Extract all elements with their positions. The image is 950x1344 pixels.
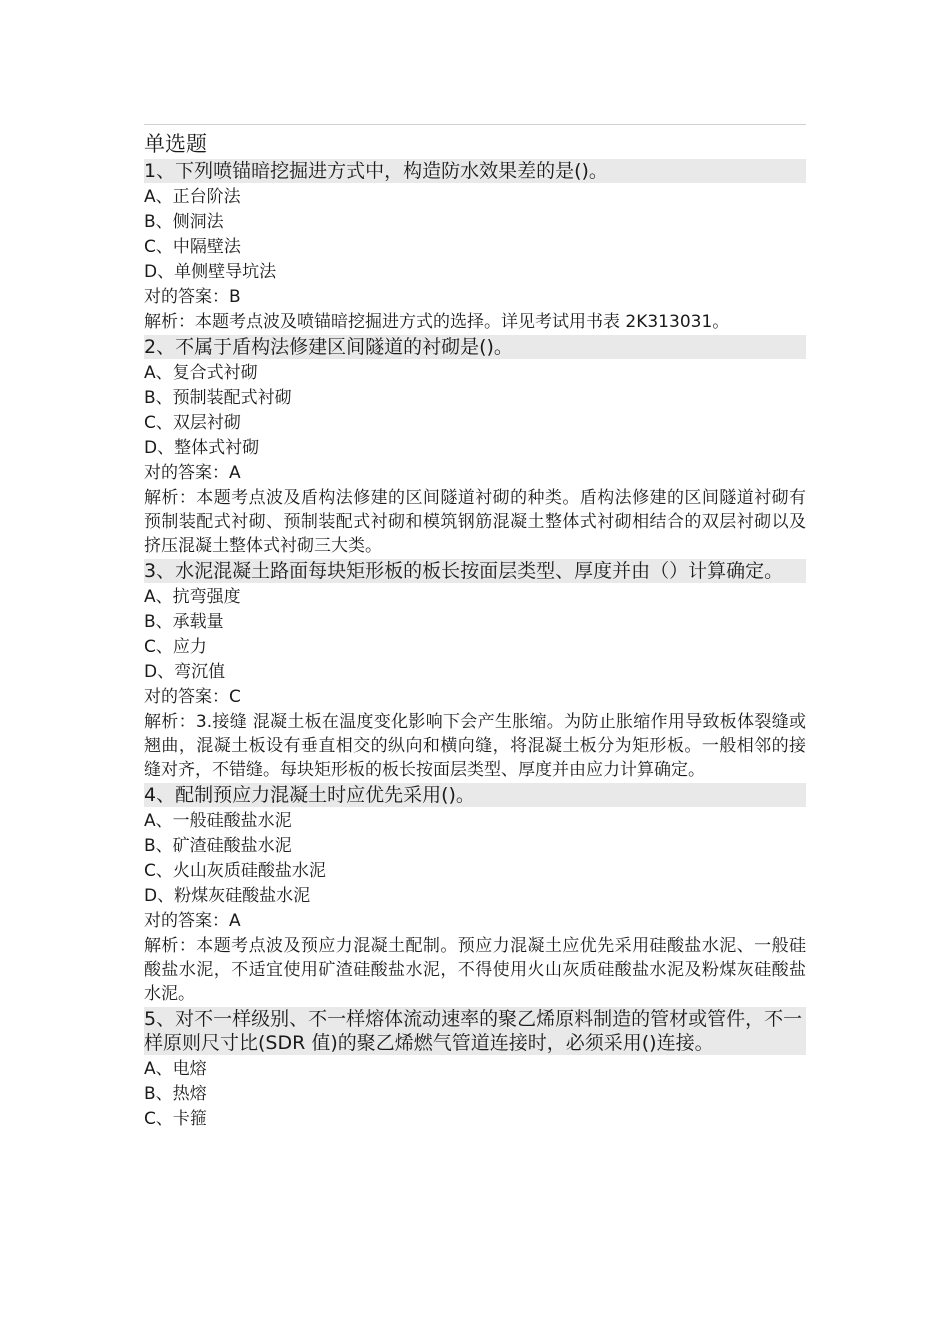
option-a: A、正台阶法 [144, 187, 241, 207]
option-d: D、整体式衬砌 [144, 438, 260, 458]
option-b: B、承载量 [144, 612, 224, 632]
explanation: 解析：本题考点波及盾构法修建的区间隧道衬砌的种类。盾构法修建的区间隧道衬砌有预制装配式衬砌、预制装配式衬砌和模筑钢筋混凝土整体式衬砌相结合的双层衬砌以及挤压混凝土整体式衬砌三大类。 [144, 488, 806, 556]
option-c: C、火山灰质硅酸盐水泥 [144, 861, 326, 881]
option-a: A、一般硅酸盐水泥 [144, 811, 292, 831]
option-c: C、中隔壁法 [144, 237, 241, 257]
option-a: A、复合式衬砌 [144, 363, 258, 383]
question-stem: 4、配制预应力混凝土时应优先采用()。 [144, 783, 806, 807]
option-c: C、双层衬砌 [144, 413, 241, 433]
explanation: 解析：本题考点波及预应力混凝土配制。预应力混凝土应优先采用硅酸盐水泥、一般硅酸盐水泥，不适宜使用矿渣硅酸盐水泥，不得使用火山灰质硅酸盐水泥及粉煤灰硅酸盐水泥。 [144, 936, 806, 1004]
answer: 对的答案：C [144, 687, 241, 707]
section-title: 单选题 [144, 132, 207, 156]
question-stem: 3、水泥混凝土路面每块矩形板的板长按面层类型、厚度并由（）计算确定。 [144, 559, 806, 583]
explanation: 解析：本题考点波及喷锚暗挖掘进方式的选择。详见考试用书表 2K313031。 [144, 312, 730, 332]
question-1 [144, 159, 806, 334]
option-b: B、侧洞法 [144, 212, 224, 232]
option-b: B、矿渣硅酸盐水泥 [144, 836, 292, 856]
question-stem: 1、下列喷锚暗挖掘进方式中，构造防水效果差的是()。 [144, 159, 806, 183]
option-b: B、热熔 [144, 1084, 207, 1104]
option-d: D、粉煤灰硅酸盐水泥 [144, 886, 311, 906]
option-c: C、卡箍 [144, 1109, 207, 1129]
option-b: B、预制装配式衬砌 [144, 388, 292, 408]
option-a: A、电熔 [144, 1059, 207, 1079]
question-stem: 5、对不一样级别、不一样熔体流动速率的聚乙烯原料制造的管材或管件，不一样原则尺寸比(SDR 值)的聚乙烯燃气管道连接时，必须采用()连接。 [144, 1007, 806, 1055]
option-d: D、弯沉值 [144, 662, 226, 682]
top-divider [144, 124, 806, 125]
question-2 [144, 335, 806, 558]
explanation: 解析：3.接缝 混凝土板在温度变化影响下会产生胀缩。为防止胀缩作用导致板体裂缝或翘曲，混凝土板设有垂直相交的纵向和横向缝，将混凝土板分为矩形板。一般相邻的接缝对齐，不错缝。每块矩形板的板长按面层类型、厚度并由应力计算确定。 [144, 712, 806, 780]
answer: 对的答案：A [144, 463, 241, 483]
answer: 对的答案：A [144, 911, 241, 931]
document-content [144, 131, 806, 1132]
question-4 [144, 783, 806, 1006]
question-3 [144, 559, 806, 782]
option-d: D、单侧壁导坑法 [144, 262, 277, 282]
question-stem: 2、不属于盾构法修建区间隧道的衬砌是()。 [144, 335, 806, 359]
option-c: C、应力 [144, 637, 207, 657]
question-5 [144, 1007, 806, 1132]
answer: 对的答案：B [144, 287, 241, 307]
option-a: A、抗弯强度 [144, 587, 241, 607]
